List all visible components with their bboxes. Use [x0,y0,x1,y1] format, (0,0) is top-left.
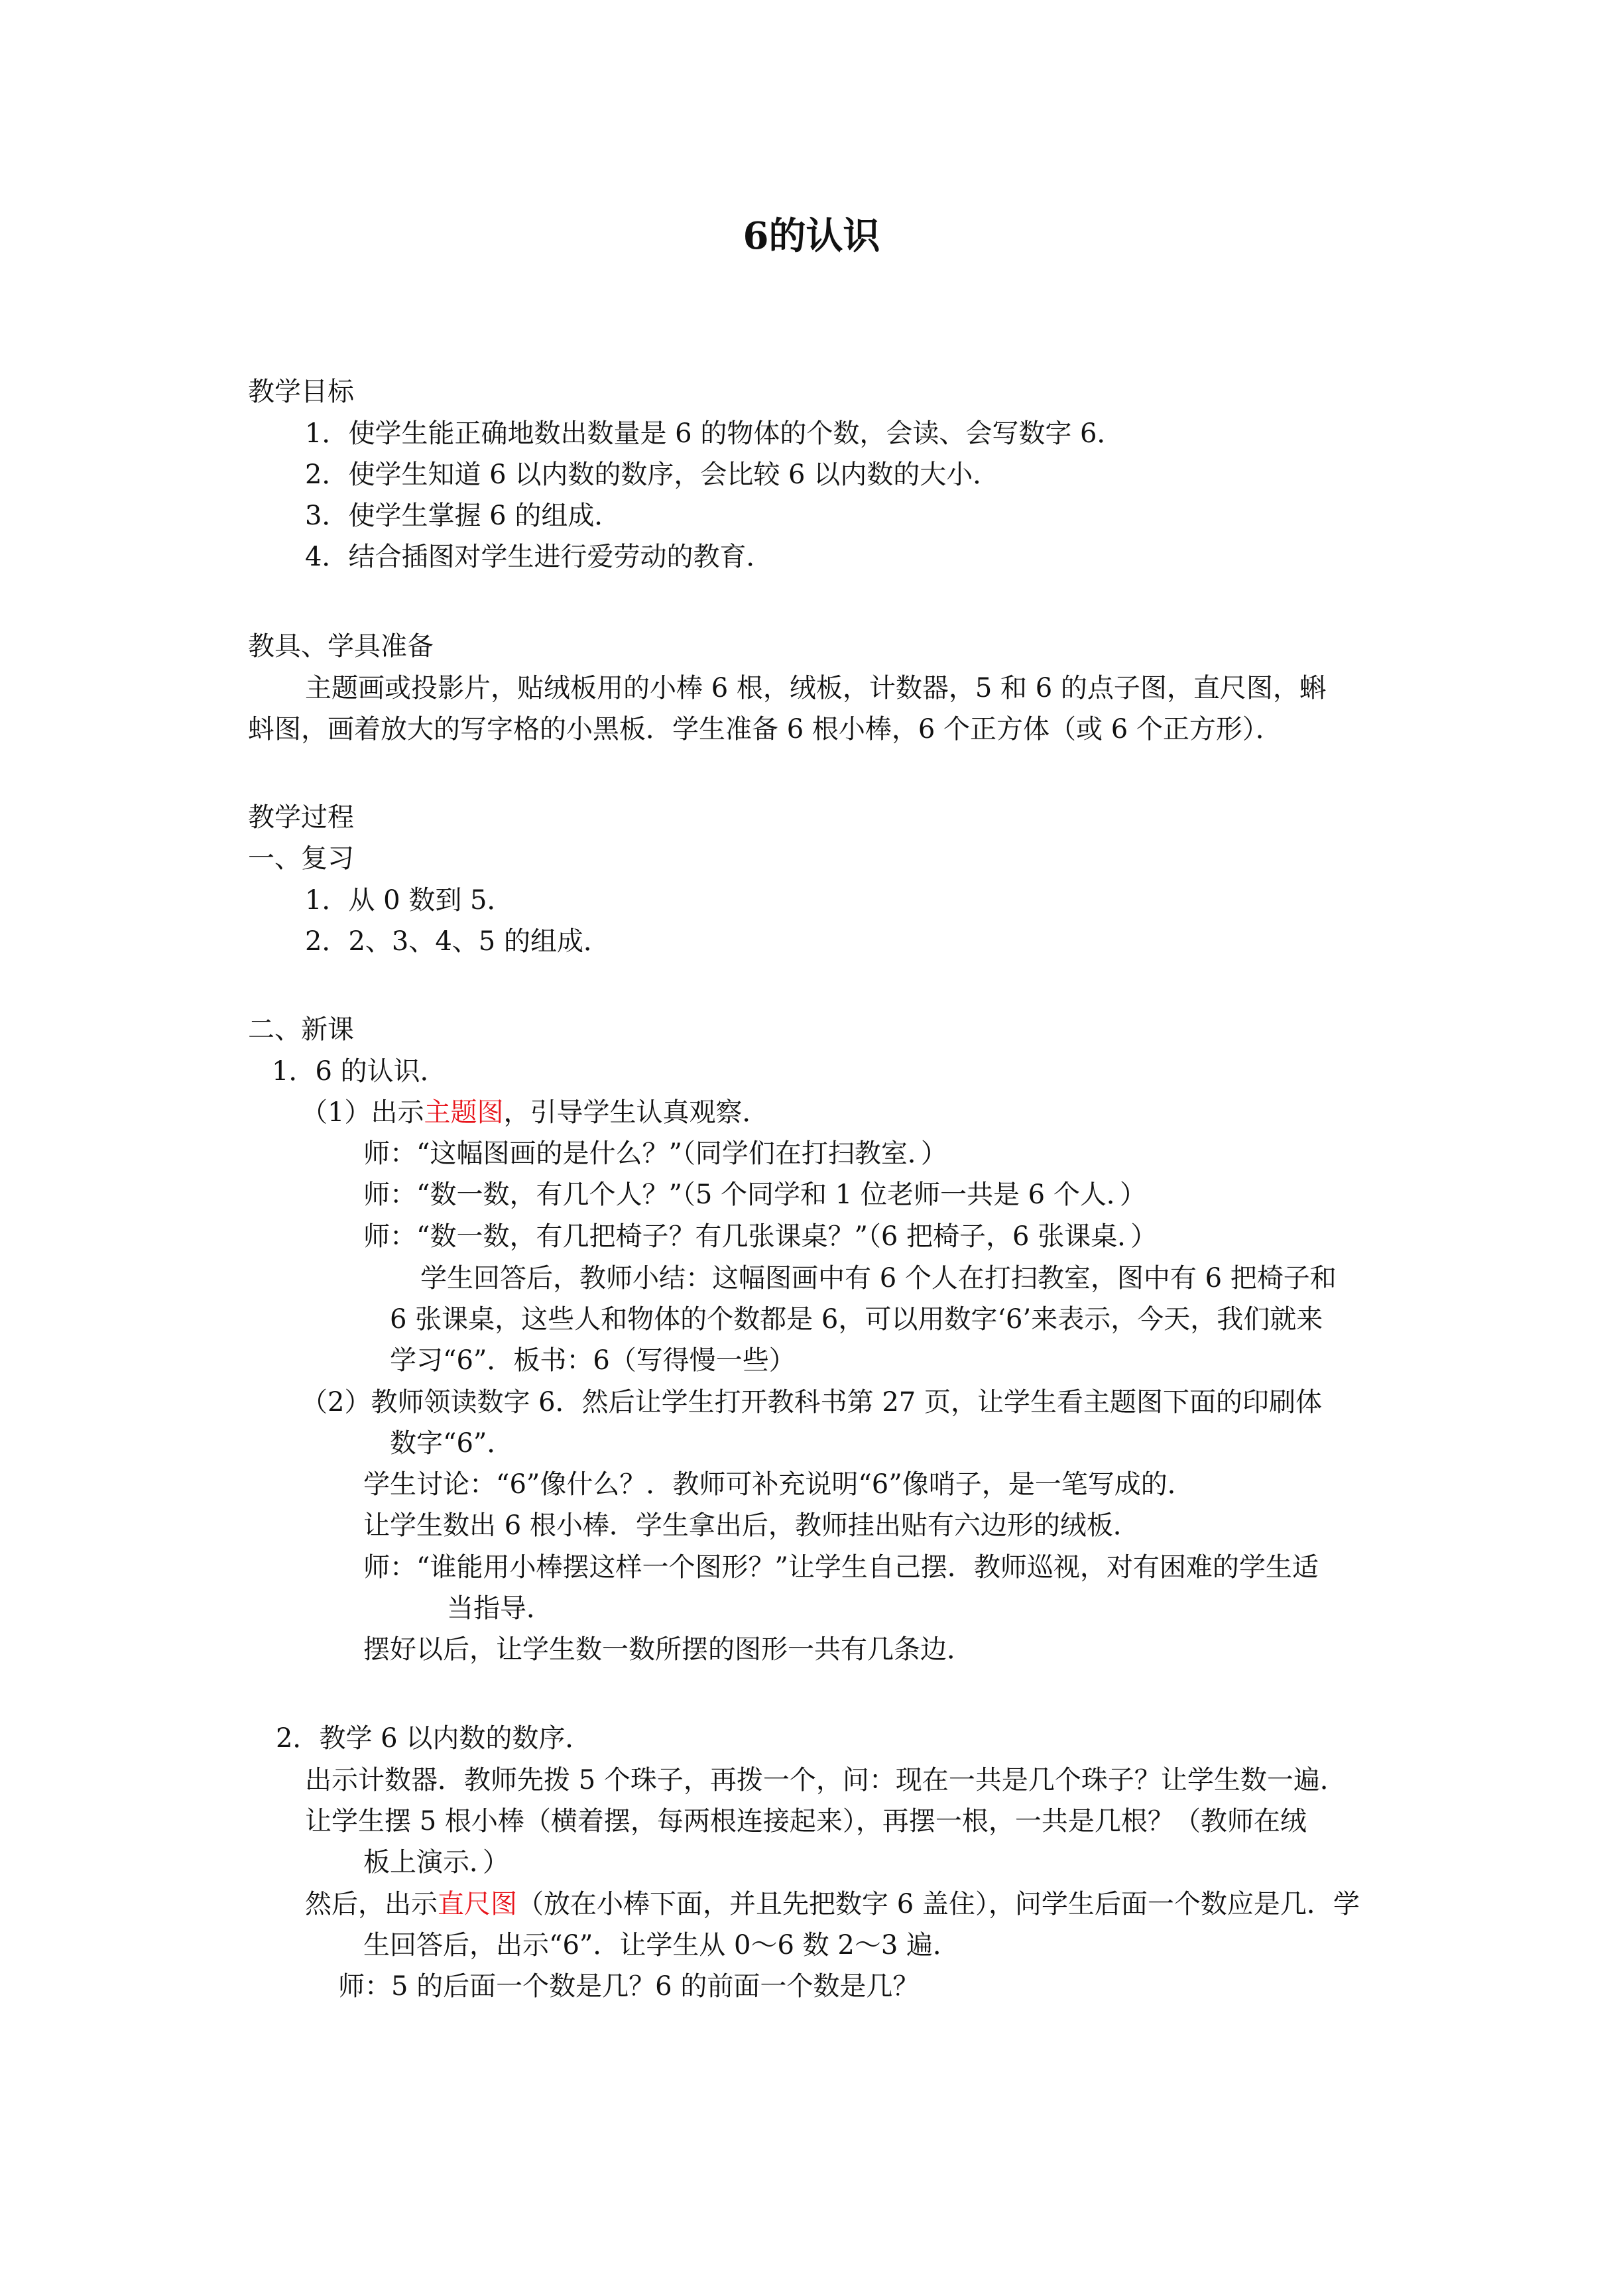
ruler-line [305,1886,1360,1923]
step2-line: （2）教师领读数字 6．然后让学生打开教科书第 27 页，让学生看主题图下面的印刷体 [301,1387,1322,1418]
title-text: 的认识 [768,214,880,258]
tools-line: 蚪图，画着放大的写字格的小黑板．学生准备 6 根小棒，6 个正方体（或 6 个正方形）． [248,714,1282,745]
lesson-line: 摆好以后，让学生数一数所摆的图形一共有几条边． [363,1634,973,1665]
goals-heading: 教学目标 [248,377,354,407]
goal-item: 2．使学生知道 6 以内数的数序，会比较 6 以内数的大小． [305,459,1000,490]
newlesson-heading: 二、新课 [248,1014,354,1045]
title-number: 6 [743,214,769,258]
ruler-picture-link[interactable]: 直尺图 [438,1889,517,1919]
ruler-suffix: （放在小棒下面，并且先把数字 6 盖住），问学生后面一个数应是几．学 [517,1889,1360,1919]
summary-line: 6 张课桌，这些人和物体的个数都是 6，可以用数字‘6’来表示，今天，我们就来 [390,1304,1323,1335]
sequence-line: 让学生摆 5 根小棒（横着摆，每两根连接起来），再摆一根，一共是几根？（教师在绒 [305,1806,1307,1837]
dialog-line: 师：“这幅图画的是什么？”（同学们在打扫教室．） [363,1138,947,1169]
tools-line: 主题画或投影片，贴绒板用的小棒 6 根，绒板，计数器，5 和 6 的点子图，直尺图，蝌 [305,673,1326,703]
dialog-line: 师：“数一数，有几个人？”（5 个同学和 1 位老师一共是 6 个人．） [363,1179,1146,1210]
step1-prefix: （1）出示 [301,1097,424,1128]
section2-heading: 2．教学 6 以内数的数序． [276,1723,592,1754]
sequence-line: 出示计数器．教师先拨 5 个珠子，再拨一个，问：现在一共是几个珠子？让学生数一遍． [305,1765,1347,1795]
goal-item: 1．使学生能正确地数出数量是 6 的物体的个数，会读、会写数字 6． [305,418,1124,449]
section1-heading: 1．6 的认识． [272,1056,447,1087]
goal-item: 4．结合插图对学生进行爱劳动的教育． [305,542,773,572]
question-line: 师：5 的后面一个数是几？6 的前面一个数是几？ [338,1971,920,2002]
tools-heading: 教具、学具准备 [248,631,434,662]
goal-item: 3．使学生掌握 6 的组成． [305,501,621,531]
page-title [0,214,1623,258]
theme-picture-link[interactable]: 主题图 [424,1097,504,1128]
ruler-prefix: 然后，出示 [305,1889,438,1919]
sequence-line: 板上演示．） [363,1847,509,1878]
lesson-line: 当指导． [447,1593,553,1624]
process-heading: 教学过程 [248,802,354,833]
review-item: 1．从 0 数到 5． [305,885,514,916]
step1-suffix: ，引导学生认真观察． [503,1097,769,1128]
review-item: 2．2、3、4、5 的组成． [305,926,610,957]
summary-line: 学生回答后，教师小结：这幅图画中有 6 个人在打扫教室，图中有 6 把椅子和 [420,1263,1337,1294]
lesson-line: 学生讨论：“6”像什么？．教师可补充说明“6”像哨子，是一笔写成的． [363,1469,1194,1500]
dialog-line: 师：“数一数，有几把椅子？有几张课桌？”（6 把椅子，6 张课桌．） [363,1221,1158,1252]
lesson-line: 师：“谁能用小棒摆这样一个图形？”让学生自己摆．教师巡视，对有困难的学生适 [363,1552,1319,1583]
ruler-line: 生回答后，出示“6”．让学生从 0～6 数 2～3 遍． [363,1930,960,1961]
summary-line: 学习“6”．板书：6（写得慢一些） [390,1345,796,1376]
review-heading: 一、复习 [248,843,354,874]
step1-line [301,1094,768,1131]
lesson-line: 让学生数出 6 根小棒．学生拿出后，教师挂出贴有六边形的绒板． [363,1510,1140,1541]
step2-line: 数字“6”． [390,1428,514,1459]
